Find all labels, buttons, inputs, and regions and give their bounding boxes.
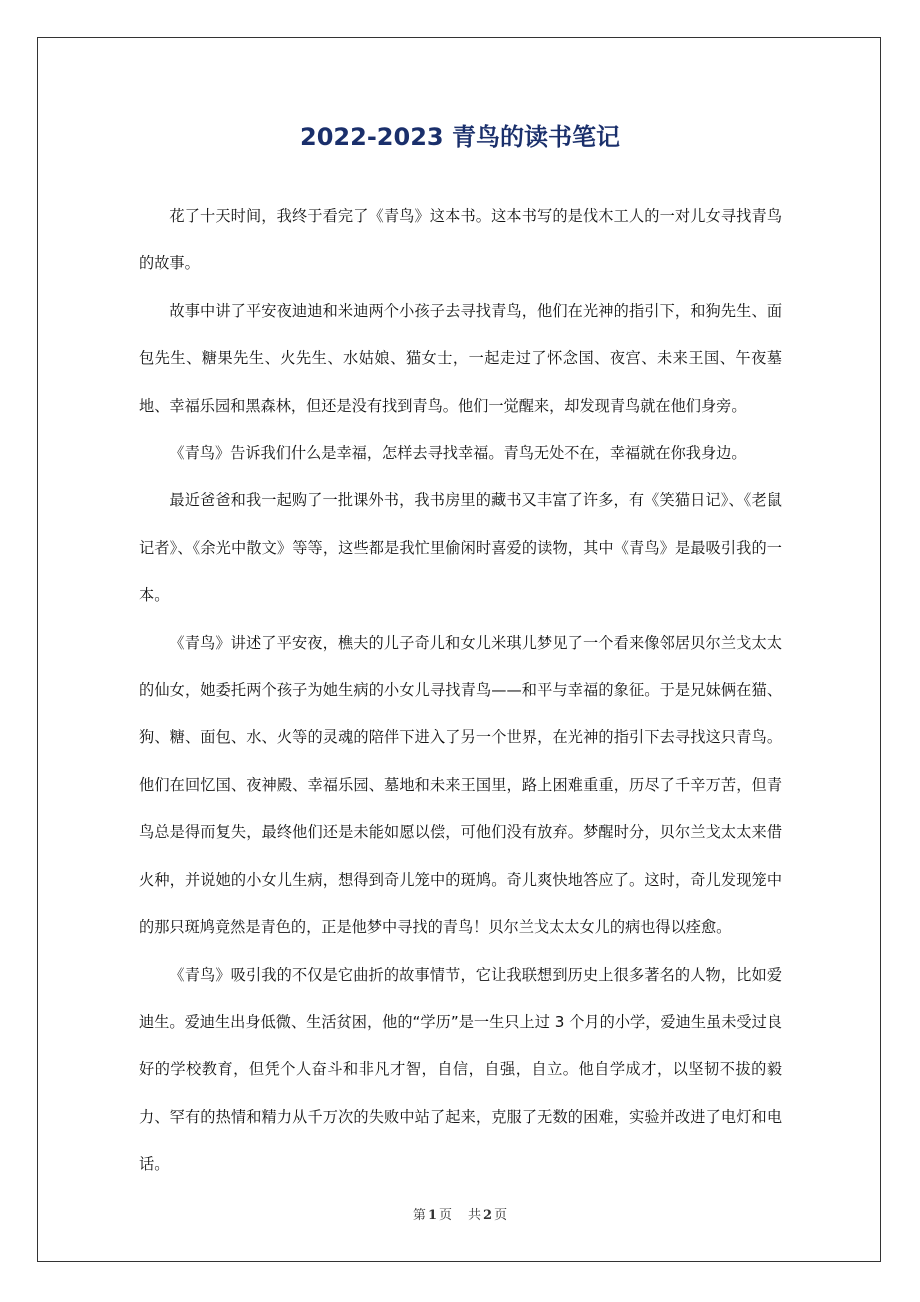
- paragraph-4: 最近爸爸和我一起购了一批课外书，我书房里的藏书又丰富了许多，有《笑猫日记》、《老鼠记者》、《余光中散文》等等，这些都是我忙里偷闲时喜爱的读物，其中《青鸟》是最吸引我的一本。: [139, 491, 782, 605]
- paragraph-2: 故事中讲了平安夜迪迪和米迪两个小孩子去寻找青鸟，他们在光神的指引下，和狗先生、面包先生、糖果先生、火先生、水姑娘、猫女士，一起走过了怀念国、夜宫、未来王国、午夜墓地、幸福乐园和黑森林，但还是没有找到青鸟。他们一觉醒来，却发现青鸟就在他们身旁。: [139, 301, 782, 415]
- total-prefix: 共: [468, 1208, 482, 1223]
- paragraph-5: 《青鸟》讲述了平安夜，樵夫的儿子奇儿和女儿米琪儿梦见了一个看来像邻居贝尔兰戈太太的仙女，她委托两个孩子为她生病的小女儿寻找青鸟——和平与幸福的象征。于是兄妹俩在猫、狗、糖、面包、水、火等的灵魂的陪伴下进入了另一个世界，在光神的指引下去寻找这只青鸟。他们在回忆国、夜神殿、幸福乐园、墓地和未来王国里，路上困难重重，历尽了千辛万苦，但青鸟总是得而复失，最终他们还是未能如愿以偿，可他们没有放弃。梦醒时分，贝尔兰戈太太来借火种，并说她的小女儿生病，想得到奇儿笼中的斑鸠。奇儿爽快地答应了。这时，奇儿发现笼中的那只斑鸠竟然是青色的，正是他梦中寻找的青鸟！贝尔兰戈太太女儿的病也得以痊愈。: [139, 633, 782, 937]
- paragraph-3: 《青鸟》告诉我们什么是幸福，怎样去寻找幸福。青鸟无处不在，幸福就在你我身边。: [169, 444, 747, 463]
- page-prefix: 第: [412, 1208, 426, 1223]
- document-body: [139, 193, 782, 1189]
- total-pages-number: 2: [483, 1208, 493, 1223]
- document-title: 2022-2023 青鸟的读书笔记: [300, 123, 620, 151]
- page-footer: [0, 1206, 920, 1226]
- page-suffix: 页: [438, 1208, 452, 1223]
- current-page-number: 1: [427, 1208, 437, 1223]
- paragraph-1: 花了十天时间，我终于看完了《青鸟》这本书。这本书写的是伐木工人的一对儿女寻找青鸟的故事。: [139, 207, 782, 273]
- paragraph-6: 《青鸟》吸引我的不仅是它曲折的故事情节，它让我联想到历史上很多著名的人物，比如爱迪生。爱迪生出身低微、生活贫困，他的“学历”是一生只上过 3 个月的小学，爱迪生虽未受过良好的学校教育，但凭个人奋斗和非凡才智，自信，自强，自立。他自学成才，以坚韧不拔的毅力、罕有的热情和精力从千万次的失败中站了起来，克服了无数的困难，实验并改进了电灯和电话。: [139, 965, 782, 1174]
- total-suffix: 页: [494, 1208, 508, 1223]
